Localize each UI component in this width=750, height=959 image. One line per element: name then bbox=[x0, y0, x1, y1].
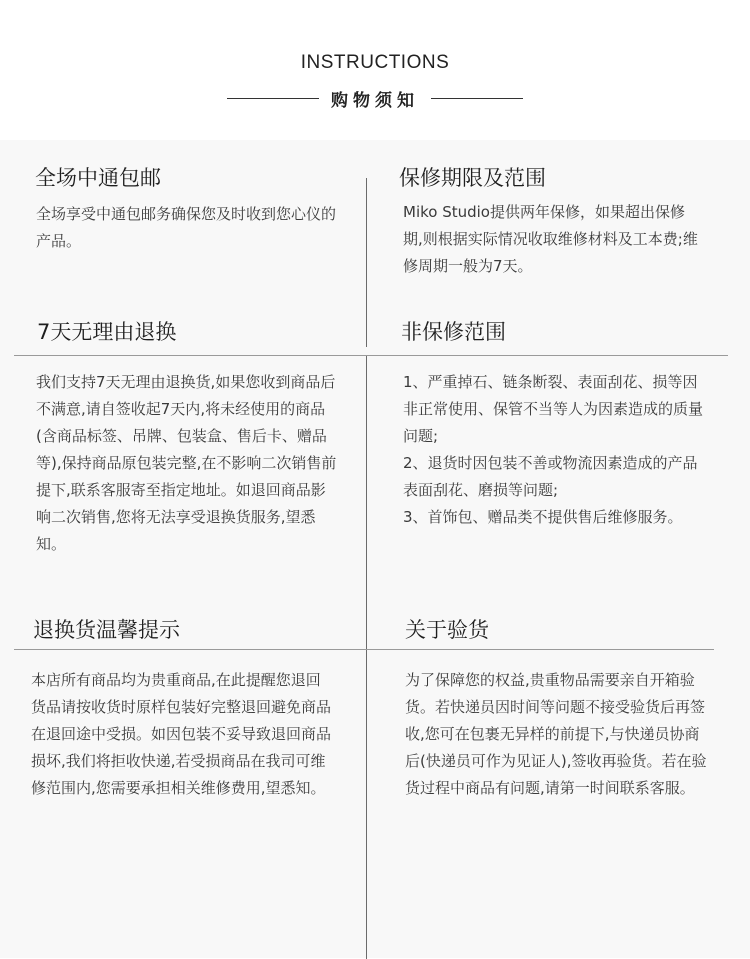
section-title-warranty: 保修期限及范围 bbox=[399, 166, 546, 190]
divider-vertical-main bbox=[366, 355, 367, 959]
section-title-return-7day: 7天无理由退换 bbox=[37, 320, 177, 344]
page-header bbox=[0, 0, 750, 140]
divider-vertical-top bbox=[366, 178, 367, 347]
section-title-non-warranty: 非保修范围 bbox=[401, 320, 506, 344]
instructions-panel bbox=[0, 140, 750, 958]
section-text-inspection: 为了保障您的权益,贵重物品需要亲自开箱验货。若快递员因时间等问题不接受验货后再签收,您可在包裹无异样的前提下,与快递员协商后(快递员可作为见证人),签收再验货。若在验货过程中商品有问题,请第一时间联系客服。 bbox=[405, 671, 707, 797]
header-rule-left bbox=[227, 98, 319, 99]
section-text-warranty: Miko Studio提供两年保修，如果超出保修期,则根据实际情况收取维修材料及工本费;维修周期一般为7天。 bbox=[403, 203, 698, 275]
header-title-en: INSTRUCTIONS bbox=[300, 52, 450, 73]
section-title-inspection: 关于验货 bbox=[405, 618, 489, 642]
divider-row-3 bbox=[14, 649, 714, 650]
header-rule-right bbox=[431, 98, 523, 99]
section-text-free-shipping: 全场享受中通包邮务确保您及时收到您心仪的产品。 bbox=[36, 205, 337, 250]
section-title-free-shipping: 全场中通包邮 bbox=[35, 166, 161, 190]
divider-row-2 bbox=[14, 355, 728, 356]
section-text-return-7day: 我们支持7天无理由退换货,如果您收到商品后不满意,请自签收起7天内,将未经使用的商品(含商品标签、吊牌、包装盒、售后卡、赠品等),保持商品原包装完整,在不影响二次销售前提下,联系客服寄至指定地址。如退回商品影响二次销售,您将无法享受退换货服务,望悉知。 bbox=[36, 373, 337, 553]
header-title-row bbox=[0, 86, 750, 111]
section-title-return-tips: 退换货温馨提示 bbox=[33, 618, 180, 642]
section-text-non-warranty: 1、严重掉石、链条断裂、表面刮花、损等因非正常使用、保管不当等人为因素造成的质量问题; 2、退货时因包装不善或物流因素造成的产品表面刮花、磨损等问题; 3、首饰包、赠品类不提供售后维修服务。 bbox=[403, 373, 704, 526]
section-text-return-tips: 本店所有商品均为贵重商品,在此提醒您退回货品请按收货时原样包装好完整退回避免商品在退回途中受损。如因包装不妥导致退回商品损坏,我们将拒收快递,若受损商品在我司可维修范围内,您需要承担相关维修费用,望悉知。 bbox=[31, 671, 332, 797]
header-title-cn: 购物须知 bbox=[331, 91, 419, 111]
